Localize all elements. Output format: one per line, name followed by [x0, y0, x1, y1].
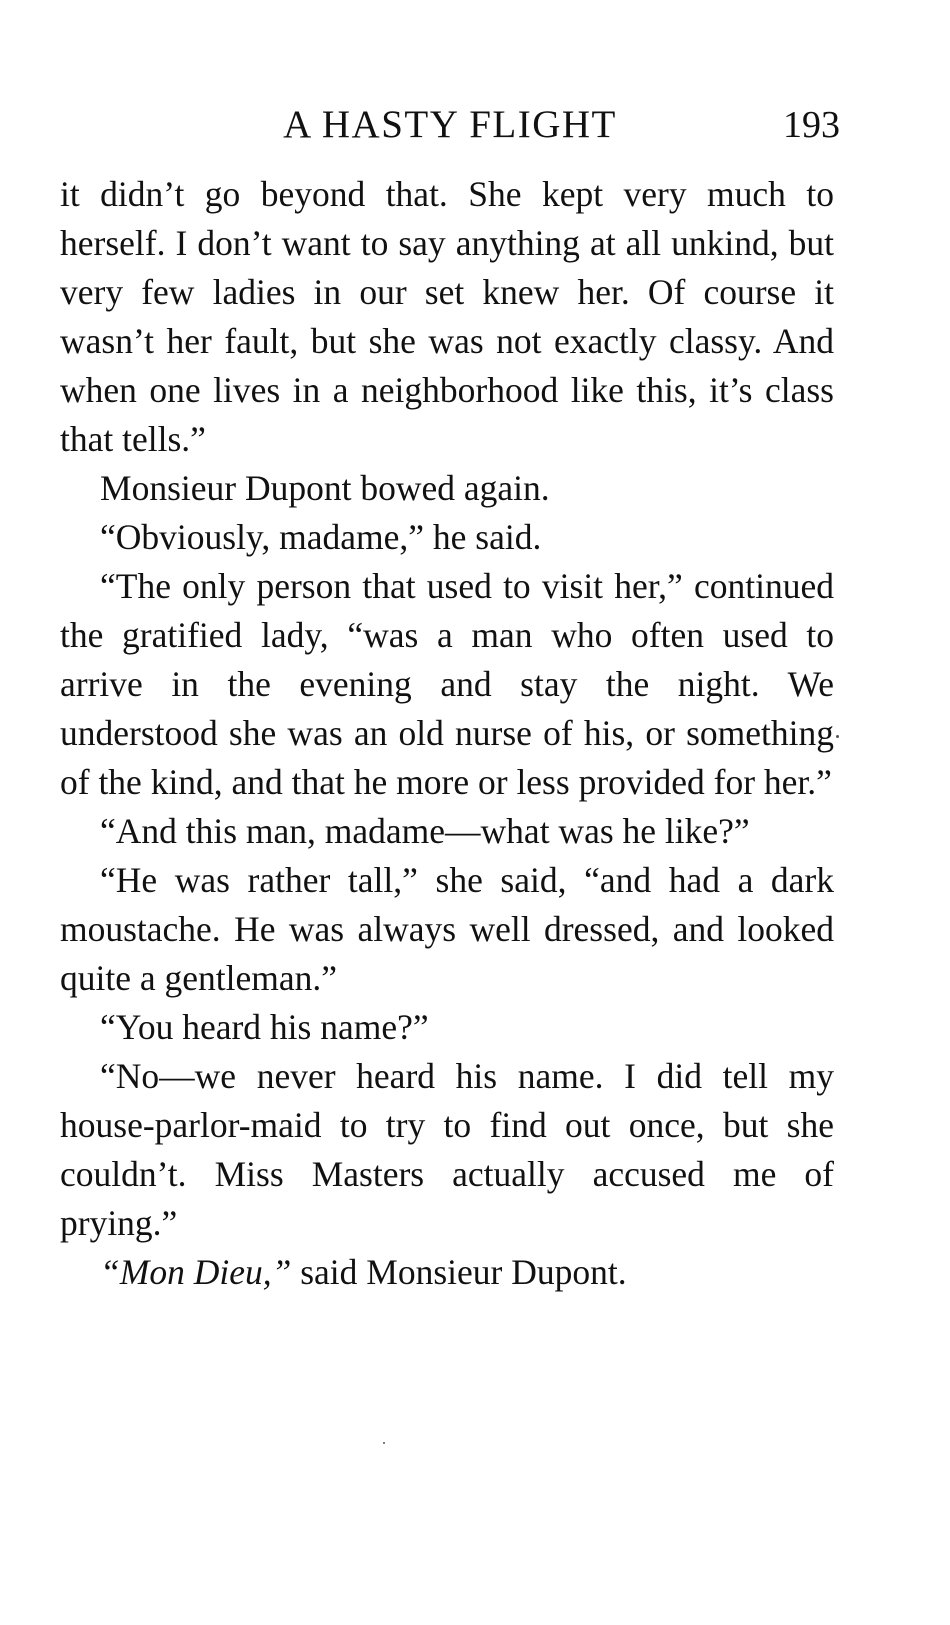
paragraph: “He was rather tall,” she said, “and had a dark moustache. He was always well dressed, and looked quite a gentleman.”	[60, 860, 834, 998]
paragraph: “And this man, madame—what was he like?”	[100, 811, 750, 851]
paragraph: “The only person that used to visit her,” continued the gratified lady, “was a man who often used to arrive in the evening and stay the night. We understood she was an old nurse of his, or something of the kind, and that he more or less provided for her.”	[60, 566, 834, 802]
paragraph: “You heard his name?”	[100, 1007, 429, 1047]
scan-speck	[836, 735, 839, 738]
paragraph: “No—we never heard his name. I did tell my house-parlor-maid to try to find out once, but she couldn’t. Miss Masters actually accused me of prying.”	[60, 1056, 834, 1243]
paragraph-text: said Monsieur Dupont.	[291, 1252, 627, 1292]
page-number: 193	[783, 104, 840, 146]
italic-phrase: “Mon Dieu,”	[100, 1252, 292, 1292]
paragraph: Monsieur Dupont bowed again.	[100, 468, 550, 508]
paragraph	[60, 1248, 834, 1297]
paragraph: “Obviously, madame,” he said.	[100, 517, 542, 557]
scan-speck	[383, 1442, 385, 1444]
body-text	[60, 170, 834, 1297]
running-header	[60, 100, 840, 150]
paragraph: it didn’t go beyond that. She kept very much to herself. I don’t want to say anything at all unkind, but very few ladies in our set knew her. Of course it wasn’t her fault, but she was not exactly classy. And when one lives in a neighborhood like this, it’s class that tells.”	[60, 174, 834, 459]
chapter-title: A HASTY FLIGHT	[283, 103, 617, 146]
